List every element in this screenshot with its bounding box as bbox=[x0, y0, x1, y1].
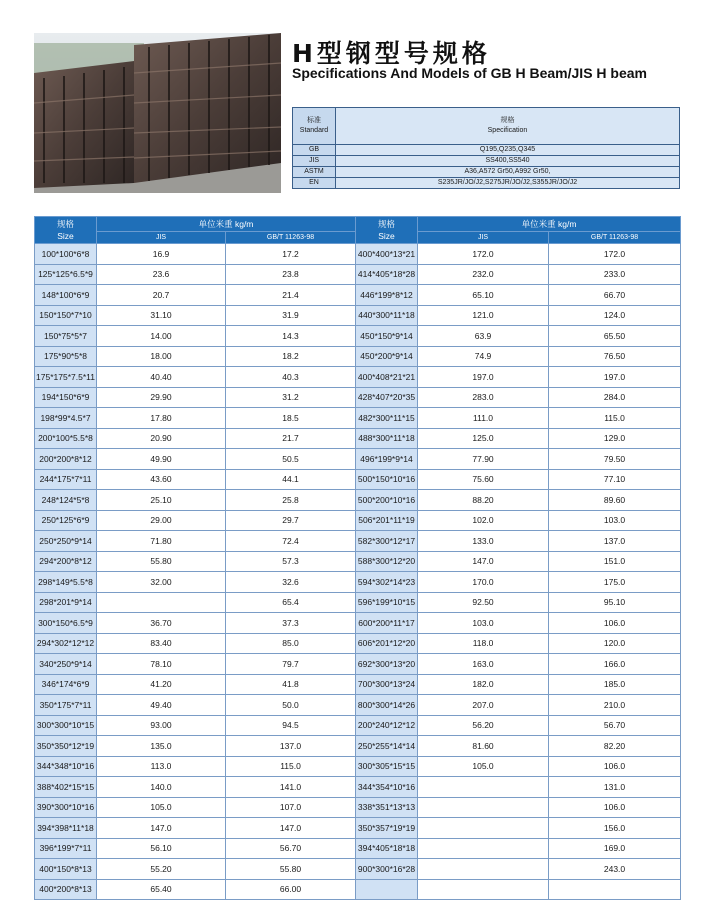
left-jis-weight-cell: 14.00 bbox=[97, 326, 226, 347]
left-size-cell: 388*402*15*15 bbox=[35, 777, 97, 798]
left-size-cell: 300*300*10*15 bbox=[35, 715, 97, 736]
right-size-cell: 250*255*14*14 bbox=[356, 736, 418, 757]
left-gbt-weight-cell: 85.0 bbox=[226, 633, 356, 654]
standard-grades: S235JR/JO/J2,S275JR/JO/J2,S355JR/JO/J2 bbox=[336, 178, 680, 189]
right-gbt-weight-cell: 151.0 bbox=[549, 551, 681, 572]
left-size-cell: 250*125*6*9 bbox=[35, 510, 97, 531]
h-beam-spec-table bbox=[34, 216, 681, 900]
left-gbt-weight-cell: 14.3 bbox=[226, 326, 356, 347]
left-size-cell: 194*150*6*9 bbox=[35, 387, 97, 408]
left-jis-weight-cell: 56.10 bbox=[97, 838, 226, 859]
table-body bbox=[35, 244, 681, 900]
left-gbt-weight-cell: 66.00 bbox=[226, 879, 356, 900]
right-size-cell: 482*300*11*15 bbox=[356, 408, 418, 429]
standard-name: JIS bbox=[293, 156, 336, 167]
weight-header-left: 单位米重 kg/m bbox=[97, 217, 356, 232]
right-size-cell: 450*200*9*14 bbox=[356, 346, 418, 367]
table-row bbox=[35, 592, 681, 613]
right-jis-weight-cell: 232.0 bbox=[418, 264, 549, 285]
left-gbt-weight-cell: 72.4 bbox=[226, 531, 356, 552]
right-jis-weight-cell bbox=[418, 777, 549, 798]
left-gbt-weight-cell: 31.2 bbox=[226, 387, 356, 408]
left-jis-weight-cell: 20.90 bbox=[97, 428, 226, 449]
specification-header bbox=[336, 108, 680, 145]
right-size-cell: 596*199*10*15 bbox=[356, 592, 418, 613]
right-size-cell: 300*305*15*15 bbox=[356, 756, 418, 777]
left-size-cell: 150*75*5*7 bbox=[35, 326, 97, 347]
right-size-cell: 450*150*9*14 bbox=[356, 326, 418, 347]
table-row bbox=[35, 674, 681, 695]
standard-name: EN bbox=[293, 178, 336, 189]
table-row bbox=[35, 531, 681, 552]
right-jis-weight-cell: 207.0 bbox=[418, 695, 549, 716]
right-gbt-weight-cell: 56.70 bbox=[549, 715, 681, 736]
left-gbt-weight-cell: 29.7 bbox=[226, 510, 356, 531]
right-size-cell: 500*200*10*16 bbox=[356, 490, 418, 511]
left-size-cell: 298*149*5.5*8 bbox=[35, 572, 97, 593]
right-jis-weight-cell: 283.0 bbox=[418, 387, 549, 408]
right-gbt-weight-cell: 76.50 bbox=[549, 346, 681, 367]
right-gbt-weight-cell: 197.0 bbox=[549, 367, 681, 388]
table-row bbox=[35, 469, 681, 490]
left-gbt-weight-cell: 115.0 bbox=[226, 756, 356, 777]
table-row bbox=[35, 736, 681, 757]
right-size-cell: 344*354*10*16 bbox=[356, 777, 418, 798]
right-size-cell: 600*200*11*17 bbox=[356, 613, 418, 634]
left-jis-weight-cell: 17.80 bbox=[97, 408, 226, 429]
standard-grades: SS400,SS540 bbox=[336, 156, 680, 167]
table-row bbox=[35, 264, 681, 285]
left-gbt-weight-cell: 107.0 bbox=[226, 797, 356, 818]
gbt-header-right: GB/T 11263-98 bbox=[549, 232, 681, 244]
left-jis-weight-cell: 140.0 bbox=[97, 777, 226, 798]
left-jis-weight-cell: 93.00 bbox=[97, 715, 226, 736]
left-gbt-weight-cell: 56.70 bbox=[226, 838, 356, 859]
right-gbt-weight-cell: 156.0 bbox=[549, 818, 681, 839]
left-gbt-weight-cell: 32.6 bbox=[226, 572, 356, 593]
size-header-en: Size bbox=[378, 231, 395, 241]
table-row bbox=[35, 510, 681, 531]
right-gbt-weight-cell: 137.0 bbox=[549, 531, 681, 552]
left-jis-weight-cell: 20.7 bbox=[97, 285, 226, 306]
right-jis-weight-cell: 75.60 bbox=[418, 469, 549, 490]
right-gbt-weight-cell: 175.0 bbox=[549, 572, 681, 593]
right-jis-weight-cell: 103.0 bbox=[418, 613, 549, 634]
right-jis-weight-cell: 197.0 bbox=[418, 367, 549, 388]
right-jis-weight-cell bbox=[418, 818, 549, 839]
gbt-header-left: GB/T 11263-98 bbox=[226, 232, 356, 244]
left-size-cell: 248*124*5*8 bbox=[35, 490, 97, 511]
left-gbt-weight-cell: 79.7 bbox=[226, 654, 356, 675]
left-gbt-weight-cell: 31.9 bbox=[226, 305, 356, 326]
left-gbt-weight-cell: 141.0 bbox=[226, 777, 356, 798]
right-jis-weight-cell: 163.0 bbox=[418, 654, 549, 675]
standard-grades: Q195,Q235,Q345 bbox=[336, 145, 680, 156]
right-gbt-weight-cell: 233.0 bbox=[549, 264, 681, 285]
right-size-cell: 594*302*14*23 bbox=[356, 572, 418, 593]
table-row bbox=[35, 613, 681, 634]
right-jis-weight-cell: 81.60 bbox=[418, 736, 549, 757]
table-row bbox=[35, 346, 681, 367]
left-gbt-weight-cell: 18.2 bbox=[226, 346, 356, 367]
right-gbt-weight-cell: 95.10 bbox=[549, 592, 681, 613]
right-jis-weight-cell: 121.0 bbox=[418, 305, 549, 326]
right-jis-weight-cell: 74.9 bbox=[418, 346, 549, 367]
left-gbt-weight-cell: 50.0 bbox=[226, 695, 356, 716]
right-size-cell: 582*300*12*17 bbox=[356, 531, 418, 552]
right-jis-weight-cell: 88.20 bbox=[418, 490, 549, 511]
specification-header-en: Specification bbox=[487, 127, 528, 134]
left-size-cell: 125*125*6.5*9 bbox=[35, 264, 97, 285]
left-jis-weight-cell: 147.0 bbox=[97, 818, 226, 839]
right-jis-weight-cell: 105.0 bbox=[418, 756, 549, 777]
left-jis-weight-cell: 29.90 bbox=[97, 387, 226, 408]
left-jis-weight-cell: 32.00 bbox=[97, 572, 226, 593]
table-row bbox=[35, 797, 681, 818]
left-size-cell: 294*200*8*12 bbox=[35, 551, 97, 572]
left-jis-weight-cell: 83.40 bbox=[97, 633, 226, 654]
right-gbt-weight-cell: 166.0 bbox=[549, 654, 681, 675]
left-jis-weight-cell: 18.00 bbox=[97, 346, 226, 367]
table-row bbox=[35, 326, 681, 347]
right-jis-weight-cell: 77.90 bbox=[418, 449, 549, 470]
right-size-cell: 338*351*13*13 bbox=[356, 797, 418, 818]
right-jis-weight-cell: 172.0 bbox=[418, 244, 549, 265]
table-header-row bbox=[35, 217, 681, 232]
left-size-cell: 346*174*6*9 bbox=[35, 674, 97, 695]
right-gbt-weight-cell: 103.0 bbox=[549, 510, 681, 531]
left-size-cell: 400*150*8*13 bbox=[35, 859, 97, 880]
left-size-cell: 298*201*9*14 bbox=[35, 592, 97, 613]
left-jis-weight-cell: 65.40 bbox=[97, 879, 226, 900]
size-header-en: Size bbox=[57, 231, 74, 241]
right-gbt-weight-cell bbox=[549, 879, 681, 900]
right-jis-weight-cell: 111.0 bbox=[418, 408, 549, 429]
left-size-cell: 198*99*4.5*7 bbox=[35, 408, 97, 429]
right-jis-weight-cell: 63.9 bbox=[418, 326, 549, 347]
left-size-cell: 244*175*7*11 bbox=[35, 469, 97, 490]
table-row bbox=[35, 633, 681, 654]
left-size-cell: 175*90*5*8 bbox=[35, 346, 97, 367]
specification-header-cn: 规格 bbox=[500, 117, 515, 124]
left-size-cell: 148*100*6*9 bbox=[35, 285, 97, 306]
left-size-cell: 394*398*11*18 bbox=[35, 818, 97, 839]
left-gbt-weight-cell: 44.1 bbox=[226, 469, 356, 490]
table-row bbox=[35, 818, 681, 839]
table-row bbox=[35, 449, 681, 470]
right-size-cell: 394*405*18*18 bbox=[356, 838, 418, 859]
right-jis-weight-cell: 147.0 bbox=[418, 551, 549, 572]
standard-header-en: Standard bbox=[299, 127, 329, 134]
right-size-cell: 606*201*12*20 bbox=[356, 633, 418, 654]
left-jis-weight-cell: 43.60 bbox=[97, 469, 226, 490]
table-row bbox=[35, 859, 681, 880]
right-gbt-weight-cell: 120.0 bbox=[549, 633, 681, 654]
standards-row bbox=[293, 156, 680, 167]
right-size-cell: 350*357*19*19 bbox=[356, 818, 418, 839]
left-jis-weight-cell: 16.9 bbox=[97, 244, 226, 265]
right-size-cell: 446*199*8*12 bbox=[356, 285, 418, 306]
right-gbt-weight-cell: 77.10 bbox=[549, 469, 681, 490]
table-row bbox=[35, 367, 681, 388]
table-row bbox=[35, 838, 681, 859]
table-row bbox=[35, 490, 681, 511]
right-gbt-weight-cell: 284.0 bbox=[549, 387, 681, 408]
left-gbt-weight-cell: 147.0 bbox=[226, 818, 356, 839]
right-jis-weight-cell: 56.20 bbox=[418, 715, 549, 736]
jis-header-right: JIS bbox=[418, 232, 549, 244]
right-size-cell: 440*300*11*18 bbox=[356, 305, 418, 326]
table-row bbox=[35, 715, 681, 736]
left-size-cell: 200*200*8*12 bbox=[35, 449, 97, 470]
right-size-cell: 500*150*10*16 bbox=[356, 469, 418, 490]
standards-table bbox=[292, 107, 680, 189]
right-jis-weight-cell: 182.0 bbox=[418, 674, 549, 695]
right-gbt-weight-cell: 66.70 bbox=[549, 285, 681, 306]
right-jis-weight-cell bbox=[418, 838, 549, 859]
right-gbt-weight-cell: 129.0 bbox=[549, 428, 681, 449]
left-size-cell: 150*150*7*10 bbox=[35, 305, 97, 326]
right-gbt-weight-cell: 172.0 bbox=[549, 244, 681, 265]
right-gbt-weight-cell: 124.0 bbox=[549, 305, 681, 326]
right-size-cell: 700*300*13*24 bbox=[356, 674, 418, 695]
standard-name: GB bbox=[293, 145, 336, 156]
right-size-cell: 488*300*11*18 bbox=[356, 428, 418, 449]
page-title-chinese: H型钢型号规格 bbox=[292, 39, 491, 68]
left-jis-weight-cell: 23.6 bbox=[97, 264, 226, 285]
right-gbt-weight-cell: 131.0 bbox=[549, 777, 681, 798]
left-jis-weight-cell: 78.10 bbox=[97, 654, 226, 675]
size-header-left bbox=[35, 217, 97, 244]
table-row bbox=[35, 777, 681, 798]
right-size-cell: 800*300*14*26 bbox=[356, 695, 418, 716]
left-jis-weight-cell bbox=[97, 592, 226, 613]
left-size-cell: 400*200*8*13 bbox=[35, 879, 97, 900]
right-gbt-weight-cell: 115.0 bbox=[549, 408, 681, 429]
left-gbt-weight-cell: 21.4 bbox=[226, 285, 356, 306]
left-gbt-weight-cell: 23.8 bbox=[226, 264, 356, 285]
table-row bbox=[35, 244, 681, 265]
right-gbt-weight-cell: 82.20 bbox=[549, 736, 681, 757]
left-jis-weight-cell: 49.90 bbox=[97, 449, 226, 470]
left-jis-weight-cell: 55.20 bbox=[97, 859, 226, 880]
left-size-cell: 350*175*7*11 bbox=[35, 695, 97, 716]
left-size-cell: 294*302*12*12 bbox=[35, 633, 97, 654]
jis-header-left: JIS bbox=[97, 232, 226, 244]
left-jis-weight-cell: 40.40 bbox=[97, 367, 226, 388]
right-gbt-weight-cell: 106.0 bbox=[549, 613, 681, 634]
left-size-cell: 200*100*5.5*8 bbox=[35, 428, 97, 449]
weight-header-right: 单位米重 kg/m bbox=[418, 217, 681, 232]
left-size-cell: 175*175*7.5*11 bbox=[35, 367, 97, 388]
right-gbt-weight-cell: 210.0 bbox=[549, 695, 681, 716]
left-gbt-weight-cell: 41.8 bbox=[226, 674, 356, 695]
table-row bbox=[35, 654, 681, 675]
left-size-cell: 344*348*10*16 bbox=[35, 756, 97, 777]
right-jis-weight-cell: 118.0 bbox=[418, 633, 549, 654]
left-size-cell: 390*300*10*16 bbox=[35, 797, 97, 818]
standards-row bbox=[293, 178, 680, 189]
right-gbt-weight-cell: 79.50 bbox=[549, 449, 681, 470]
right-size-cell: 900*300*16*28 bbox=[356, 859, 418, 880]
left-jis-weight-cell: 71.80 bbox=[97, 531, 226, 552]
left-gbt-weight-cell: 21.7 bbox=[226, 428, 356, 449]
left-jis-weight-cell: 113.0 bbox=[97, 756, 226, 777]
right-size-cell: 400*408*21*21 bbox=[356, 367, 418, 388]
right-size-cell: 200*240*12*12 bbox=[356, 715, 418, 736]
left-gbt-weight-cell: 17.2 bbox=[226, 244, 356, 265]
left-jis-weight-cell: 25.10 bbox=[97, 490, 226, 511]
left-jis-weight-cell: 31.10 bbox=[97, 305, 226, 326]
right-size-cell bbox=[356, 879, 418, 900]
table-row bbox=[35, 572, 681, 593]
left-gbt-weight-cell: 55.80 bbox=[226, 859, 356, 880]
table-row bbox=[35, 879, 681, 900]
standards-header-row bbox=[293, 108, 680, 145]
right-size-cell: 588*300*12*20 bbox=[356, 551, 418, 572]
left-size-cell: 300*150*6.5*9 bbox=[35, 613, 97, 634]
right-jis-weight-cell: 102.0 bbox=[418, 510, 549, 531]
right-size-cell: 428*407*20*35 bbox=[356, 387, 418, 408]
left-gbt-weight-cell: 40.3 bbox=[226, 367, 356, 388]
right-gbt-weight-cell: 243.0 bbox=[549, 859, 681, 880]
table-row bbox=[35, 695, 681, 716]
table-row bbox=[35, 551, 681, 572]
table-row bbox=[35, 408, 681, 429]
table-row bbox=[35, 305, 681, 326]
left-jis-weight-cell: 135.0 bbox=[97, 736, 226, 757]
left-size-cell: 396*199*7*11 bbox=[35, 838, 97, 859]
right-size-cell: 496*199*9*14 bbox=[356, 449, 418, 470]
standard-grades: A36,A572 Gr50,A992 Gr50, bbox=[336, 167, 680, 178]
left-jis-weight-cell: 36.70 bbox=[97, 613, 226, 634]
right-gbt-weight-cell: 89.60 bbox=[549, 490, 681, 511]
left-jis-weight-cell: 105.0 bbox=[97, 797, 226, 818]
standards-row bbox=[293, 167, 680, 178]
size-header-cn: 规格 bbox=[378, 219, 396, 229]
left-size-cell: 100*100*6*8 bbox=[35, 244, 97, 265]
left-jis-weight-cell: 29.00 bbox=[97, 510, 226, 531]
right-size-cell: 414*405*18*28 bbox=[356, 264, 418, 285]
page-title-english: Specifications And Models of GB H Beam/JIS H beam bbox=[292, 65, 647, 81]
left-gbt-weight-cell: 137.0 bbox=[226, 736, 356, 757]
left-gbt-weight-cell: 37.3 bbox=[226, 613, 356, 634]
left-jis-weight-cell: 49.40 bbox=[97, 695, 226, 716]
right-jis-weight-cell bbox=[418, 859, 549, 880]
right-gbt-weight-cell: 106.0 bbox=[549, 797, 681, 818]
right-jis-weight-cell: 170.0 bbox=[418, 572, 549, 593]
left-gbt-weight-cell: 25.8 bbox=[226, 490, 356, 511]
size-header-cn: 规格 bbox=[56, 219, 74, 229]
right-jis-weight-cell bbox=[418, 879, 549, 900]
standard-name: ASTM bbox=[293, 167, 336, 178]
left-jis-weight-cell: 41.20 bbox=[97, 674, 226, 695]
right-jis-weight-cell bbox=[418, 797, 549, 818]
left-size-cell: 350*350*12*19 bbox=[35, 736, 97, 757]
right-gbt-weight-cell: 106.0 bbox=[549, 756, 681, 777]
left-gbt-weight-cell: 57.3 bbox=[226, 551, 356, 572]
standard-header bbox=[293, 108, 336, 145]
right-gbt-weight-cell: 185.0 bbox=[549, 674, 681, 695]
left-gbt-weight-cell: 50.5 bbox=[226, 449, 356, 470]
table-row bbox=[35, 387, 681, 408]
size-header-right bbox=[356, 217, 418, 244]
right-jis-weight-cell: 133.0 bbox=[418, 531, 549, 552]
right-gbt-weight-cell: 169.0 bbox=[549, 838, 681, 859]
standard-header-cn: 标准 bbox=[307, 117, 321, 124]
left-size-cell: 250*250*9*14 bbox=[35, 531, 97, 552]
table-row bbox=[35, 285, 681, 306]
right-jis-weight-cell: 92.50 bbox=[418, 592, 549, 613]
table-row bbox=[35, 428, 681, 449]
left-jis-weight-cell: 55.80 bbox=[97, 551, 226, 572]
standards-row bbox=[293, 145, 680, 156]
left-gbt-weight-cell: 18.5 bbox=[226, 408, 356, 429]
table-row bbox=[35, 756, 681, 777]
right-size-cell: 400*400*13*21 bbox=[356, 244, 418, 265]
steel-beams-photo bbox=[34, 33, 281, 193]
right-size-cell: 692*300*13*20 bbox=[356, 654, 418, 675]
left-gbt-weight-cell: 94.5 bbox=[226, 715, 356, 736]
left-size-cell: 340*250*9*14 bbox=[35, 654, 97, 675]
left-gbt-weight-cell: 65.4 bbox=[226, 592, 356, 613]
right-jis-weight-cell: 65.10 bbox=[418, 285, 549, 306]
right-gbt-weight-cell: 65.50 bbox=[549, 326, 681, 347]
right-jis-weight-cell: 125.0 bbox=[418, 428, 549, 449]
right-size-cell: 506*201*11*19 bbox=[356, 510, 418, 531]
